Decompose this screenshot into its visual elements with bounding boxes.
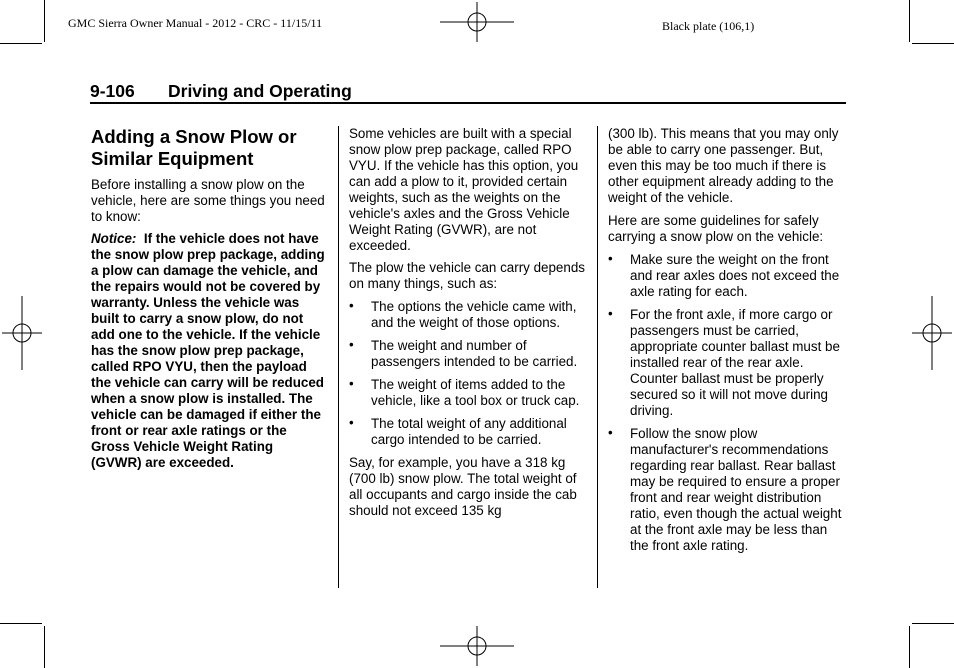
column-1 [91, 126, 327, 477]
list-item-text: For the front axle, if more cargo or passengers must be carried, appropriate counter ballast must be installed rear of the rear axle. Counter ballast must be properly secured so it will not move during driving. [630, 307, 840, 418]
registration-mark-top-icon [440, 2, 514, 42]
list-item [608, 252, 848, 300]
registration-mark-right-icon [912, 296, 952, 370]
column-3 [608, 126, 848, 561]
registration-mark-left-icon [2, 296, 42, 370]
crop-mark [0, 623, 42, 624]
list-item [608, 426, 848, 554]
bullet-list [349, 299, 589, 448]
bullet-icon: • [349, 415, 354, 430]
crop-mark [0, 43, 42, 44]
list-item-text: Follow the snow plow manufacturer's recommendations regarding rear ballast. Rear ballast may be required to ensure a proper front and rear weight distribution ratio, even though the actual weight at the front axle may be less than the front axle rating. [630, 426, 842, 553]
crop-mark [912, 623, 954, 624]
paragraph: Say, for example, you have a 318 kg (700 lb) snow plow. The total weight of all occupants and cargo inside the cab should not exceed 135 kg [349, 455, 577, 518]
crop-mark [909, 626, 910, 668]
registration-mark-bottom-icon [440, 626, 514, 666]
section-title: Driving and Operating [168, 81, 352, 101]
column-2 [349, 126, 589, 525]
list-item [349, 338, 589, 370]
list-item [608, 307, 848, 419]
crop-mark [44, 626, 45, 668]
notice-block [91, 231, 327, 471]
paragraph: Here are some guidelines for safely carrying a snow plow on the vehicle: [608, 213, 824, 244]
list-item [349, 377, 589, 409]
list-item-text: The total weight of any additional cargo intended to be carried. [371, 416, 567, 447]
section-header [90, 81, 352, 102]
intro-paragraph: Before installing a snow plow on the vehicle, here are some things you need to know: [91, 177, 325, 224]
bullet-icon: • [608, 306, 613, 321]
header-rule [90, 102, 846, 104]
notice-text: If the vehicle does not have the snow plow prep package, adding a plow can damage the vehicle, and the repairs would not be covered by warranty. Unless the vehicle was built to carry a snow plow, do not add one to the vehicle. If the vehicle has the snow plow prep package, called RPO VYU, then the payload the vehicle can carry will be reduced when a snow plow is installed. The vehicle can be damaged if either the front or rear axle ratings or the Gross Vehicle Weight Rating (GVWR) are exceeded. [91, 231, 325, 470]
list-item-text: The options the vehicle came with, and the weight of those options. [371, 299, 577, 330]
bullet-icon: • [349, 337, 354, 352]
column-divider [338, 126, 339, 588]
page-number: 9-106 [90, 81, 135, 101]
article-heading: Adding a Snow Plow or Similar Equipment [91, 126, 297, 169]
paragraph: The plow the vehicle can carry depends on many things, such as: [349, 260, 585, 291]
crop-mark [909, 0, 910, 42]
bullet-list [608, 252, 848, 554]
document-title: GMC Sierra Owner Manual - 2012 - CRC - 11/15/11 [68, 16, 323, 30]
bullet-icon: • [608, 425, 613, 440]
list-item [349, 416, 589, 448]
list-item-text: The weight of items added to the vehicle, like a tool box or truck cap. [371, 377, 580, 408]
list-item-text: Make sure the weight on the front and rear axles does not exceed the axle rating for each. [630, 252, 840, 299]
crop-mark [44, 0, 45, 42]
plate-label: Black plate (106,1) [662, 19, 755, 33]
bullet-icon: • [349, 376, 354, 391]
bullet-icon: • [349, 298, 354, 313]
crop-mark [912, 43, 954, 44]
notice-label: Notice: [91, 231, 137, 246]
paragraph: Some vehicles are built with a special snow plow prep package, called RPO VYU. If the vehicle has this option, you can add a plow to it, provided certain weights, such as the weights on the vehicle's axles and the Gross Vehicle Weight Rating (GVWR), are not exceeded. [349, 126, 579, 253]
list-item [349, 299, 589, 331]
list-item-text: The weight and number of passengers intended to be carried. [371, 338, 578, 369]
paragraph: (300 lb). This means that you may only be able to carry one passenger. But, even this may be too much if there is other equipment already adding to the weight of the vehicle. [608, 126, 839, 205]
column-divider [597, 126, 598, 588]
bullet-icon: • [608, 251, 613, 266]
